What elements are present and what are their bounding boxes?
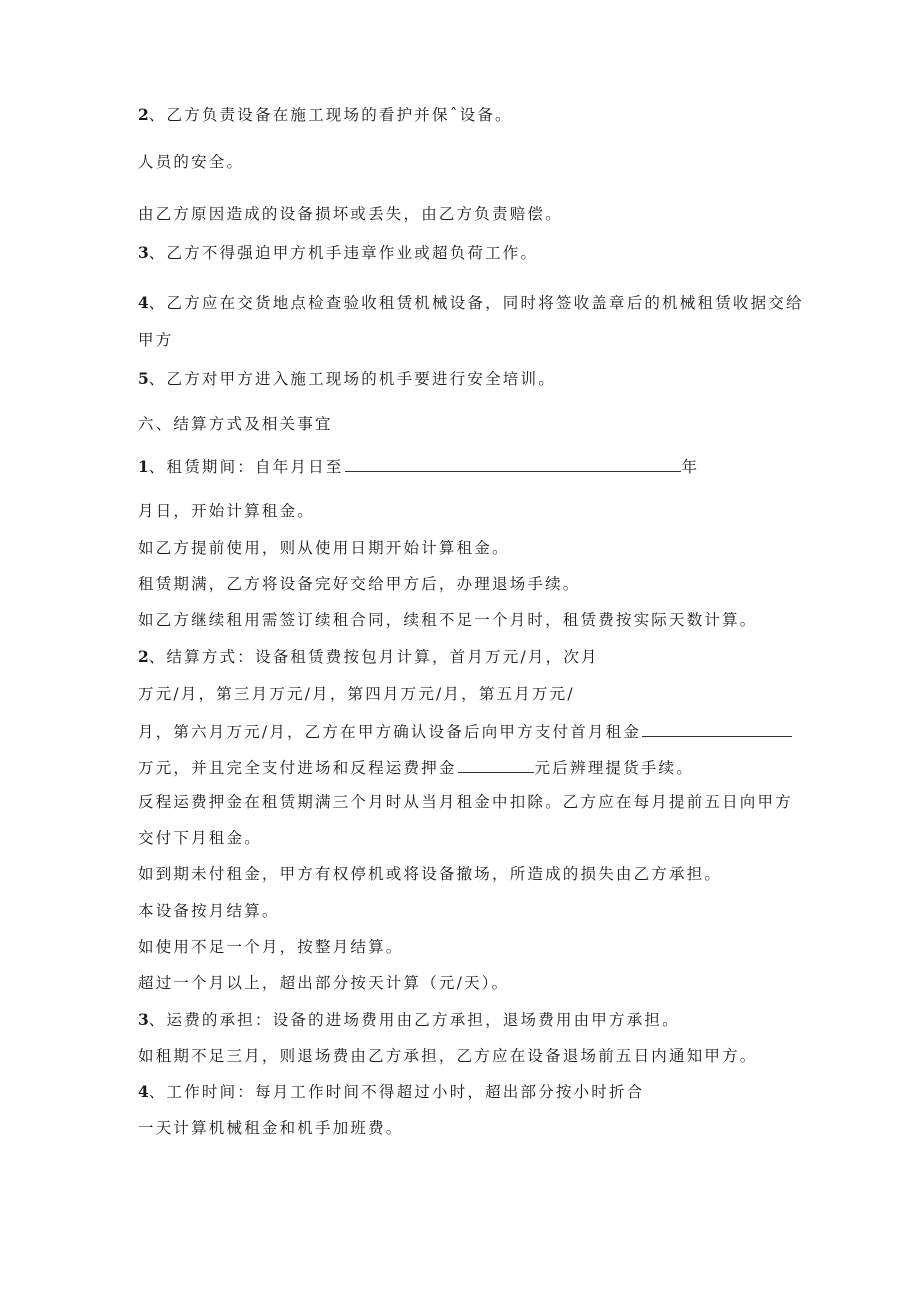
clause-number: 4 — [138, 293, 149, 312]
line-text: 人员的安全。 — [138, 153, 245, 171]
line-text: 租赁期满，乙方将设备完好交给甲方后，办理退场手续。 — [138, 575, 581, 593]
clause-5-training — [138, 369, 556, 389]
clause-6-2-monthly-rates — [138, 684, 575, 704]
clause-6-1-return — [138, 574, 581, 594]
line-text: 交付下月租金。 — [138, 829, 262, 847]
line-text: 如到期未付租金，甲方有权停机或将设备撤场，所造成的损失由乙方承担。 — [138, 865, 723, 883]
clause-text: 、乙方对甲方进入施工现场的机手要进行安全培训。 — [148, 370, 556, 388]
clause-6-1-rental-period — [138, 455, 699, 477]
clause-6-2-overdue — [138, 864, 722, 884]
clause-number: 3 — [138, 1010, 149, 1029]
clause-6-2-over-month — [138, 973, 509, 993]
clause-text: 、结算方式：设备租赁费按包月计算，首月万元/月，次月 — [148, 648, 599, 666]
clause-number: 3 — [138, 243, 149, 262]
clause-text: 、乙方负责设备在施工现场的看护并保ˆ设备。 — [148, 106, 513, 124]
blank-first-month-rent — [642, 720, 792, 737]
clause-6-4-working-hours — [138, 1082, 644, 1102]
clause-2-personnel-safety — [138, 152, 244, 172]
clause-2-damage-compensation — [138, 204, 563, 224]
clause-6-2-next-month-rent — [138, 828, 262, 848]
line-text: 万元/月，第三月万元/月，第四月万元/月，第五月万元/ — [138, 685, 575, 703]
clause-6-1-early-use — [138, 538, 510, 558]
line-text: 元后辨理提货手续。 — [534, 759, 694, 777]
clause-number: 2 — [138, 647, 149, 666]
line-text: 如乙方提前使用，则从使用日期开始计算租金。 — [138, 539, 510, 557]
clause-number: 5 — [138, 369, 149, 388]
clause-4-continuation — [138, 330, 173, 350]
clause-6-2-first-month-payment — [138, 720, 793, 742]
blank-rental-end-date — [345, 455, 681, 472]
clause-text: 、乙方不得强迫甲方机手违章作业或超负荷工作。 — [148, 244, 539, 262]
line-text: 如使用不足一个月，按整月结算。 — [138, 938, 404, 956]
clause-text: 、工作时间：每月工作时间不得超过小时，超出部分按小时折合 — [148, 1083, 645, 1101]
clause-6-1-renewal — [138, 610, 758, 630]
line-text: 月，第六月万元/月，乙方在甲方确认设备后向甲方支付首月租金 — [138, 723, 642, 741]
line-text: 反程运费押金在租赁期满三个月时从当月租金中扣除。乙方应在每月提前五日向甲方 — [138, 793, 793, 811]
line-text: 一天计算机械租金和机手加班费。 — [138, 1119, 404, 1137]
section-heading-text: 六、结算方式及相关事宜 — [138, 415, 333, 433]
clause-number: 4 — [138, 1082, 149, 1101]
clause-6-1-start-billing — [138, 501, 315, 521]
clause-6-2-deposit — [138, 756, 694, 778]
clause-3-no-violation — [138, 243, 538, 263]
clause-6-3-freight — [138, 1010, 680, 1030]
line-text: 如乙方继续租用需签订续租合同，续租不足一个月时，租赁费按实际天数计算。 — [138, 611, 758, 629]
line-text: 超过一个月以上，超出部分按天计算（元/天）。 — [138, 974, 510, 992]
clause-number: 1 — [138, 457, 149, 476]
line-text: 本设备按月结算。 — [138, 902, 280, 920]
line-text: 由乙方原因造成的设备损坏或丢失，由乙方负责赔偿。 — [138, 205, 563, 223]
clause-text: 年 — [681, 458, 700, 476]
section-6-heading — [138, 414, 333, 434]
line-text: 月日，开始计算租金。 — [138, 502, 316, 520]
line-text: 万元，并且完全支付进场和反程运费押金 — [138, 759, 457, 777]
clause-text: 、租赁期间：自年月日至 — [148, 458, 344, 476]
blank-deposit-amount — [458, 756, 534, 773]
clause-number: 2 — [138, 105, 149, 124]
clause-6-2-deposit-deduction — [138, 792, 793, 812]
clause-6-2-settlement — [138, 647, 599, 667]
clause-6-3-short-term — [138, 1046, 758, 1066]
clause-6-4-overtime — [138, 1118, 404, 1138]
clause-4-inspection — [138, 293, 804, 313]
clause-text: 、乙方应在交货地点检查验收租赁机械设备，同时将签收盖章后的机械租赁收据交给 — [148, 294, 804, 312]
clause-6-2-monthly-settlement — [138, 901, 280, 921]
clause-text: 、运费的承担：设备的进场费用由乙方承担，退场费用由甲方承担。 — [148, 1011, 680, 1029]
clause-2-equipment-custody — [138, 105, 513, 125]
line-text: 甲方 — [138, 331, 174, 349]
line-text: 如租期不足三月，则退场费由乙方承担，乙方应在设备退场前五日内通知甲方。 — [138, 1047, 758, 1065]
clause-6-2-under-month — [138, 937, 404, 957]
